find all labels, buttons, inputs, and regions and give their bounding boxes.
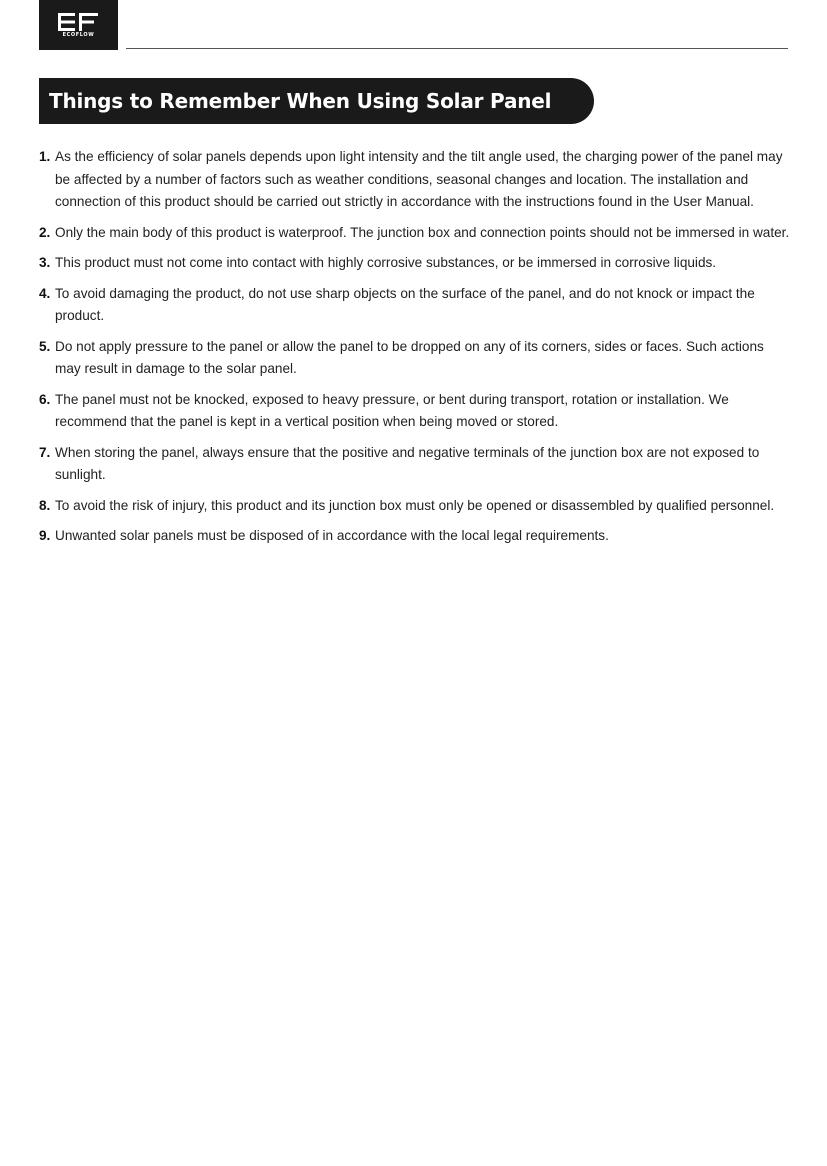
list-item [39, 252, 791, 275]
item-text: To avoid the risk of injury, this product and its junction box must only be opened or disassembled by qualified personnel. [55, 497, 775, 513]
item-text: The panel must not be knocked, exposed to heavy pressure, or bent during transport, rotation or installation. We recommend that the panel is kept in a vertical position when being moved or stored. [55, 391, 729, 429]
section-title: Things to Remember When Using Solar Panel [49, 89, 552, 113]
item-text: This product must not come into contact with highly corrosive substances, or be immersed in corrosive liquids. [55, 255, 717, 270]
list-item [39, 495, 791, 518]
item-number: 6. [39, 391, 51, 407]
list-item [39, 336, 791, 381]
item-number: 8. [39, 497, 51, 513]
list-item [39, 389, 791, 434]
item-number: 4. [39, 285, 51, 301]
item-text: To avoid damaging the product, do not use sharp objects on the surface of the panel, and do not knock or impact the product. [55, 285, 755, 323]
logo-wordmark: ECOFLOW [62, 32, 95, 38]
list-item [39, 442, 791, 487]
instruction-list [39, 146, 791, 556]
list-item [39, 146, 791, 214]
item-text: When storing the panel, always ensure that the positive and negative terminals of the junction box are not exposed to sunlight. [55, 444, 760, 482]
list-item [39, 525, 791, 548]
item-number: 1. [39, 149, 51, 164]
list-item [39, 222, 791, 245]
item-text: Do not apply pressure to the panel or allow the panel to be dropped on any of its corners, sides or faces. Such actions may result in damage to the solar panel. [55, 338, 764, 376]
item-text: Only the main body of this product is waterproof. The junction box and connection points should not be immersed in water. [55, 224, 790, 240]
item-number: 7. [39, 444, 51, 460]
brand-logo [39, 0, 118, 50]
item-number: 5. [39, 338, 51, 354]
header-divider [126, 48, 788, 49]
list-item [39, 283, 791, 328]
item-number: 2. [39, 224, 51, 240]
section-title-bar [39, 78, 594, 124]
item-text: As the efficiency of solar panels depends upon light intensity and the tilt angle used, the charging power of the panel may be affected by a number of factors such as weather conditions, seasonal changes and location. The installation and connection of this product should be carried out strictly in accordance with the instructions found in the User Manual. [55, 149, 783, 209]
item-number: 9. [39, 528, 51, 543]
item-number: 3. [39, 255, 51, 270]
ecoflow-logo-icon [58, 13, 98, 31]
item-text: Unwanted solar panels must be disposed of in accordance with the local legal requirements. [55, 528, 609, 543]
